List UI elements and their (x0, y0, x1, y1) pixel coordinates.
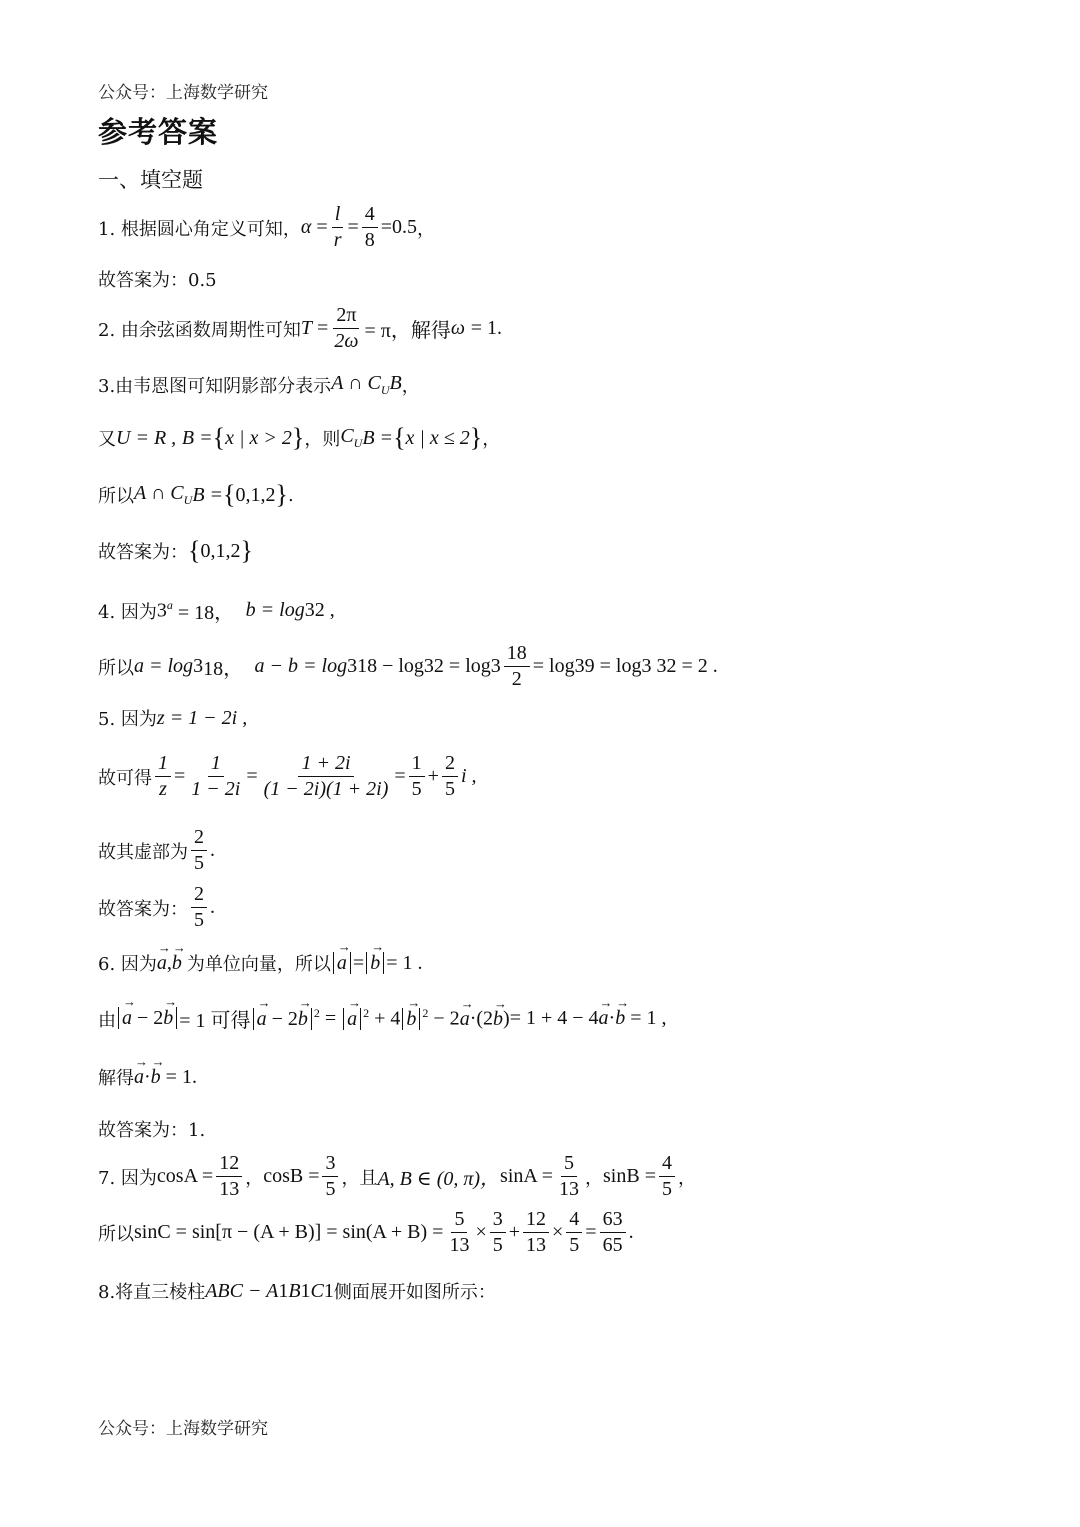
q6-line3: 解得 → a·→ b = 1. (98, 1064, 197, 1090)
q1-text: 1. 根据圆心角定义可知， (98, 218, 301, 240)
q7-line2: 所以 sinC = sin[π − (A + B)] = sin(A + B) = $\frac{5}{13}$ × $\frac{3}{5}$ + $\frac{12}{13}$ × $\frac{4}{5}$ = $\frac{63}{65}$ . (98, 1208, 634, 1256)
q5-line1: 5. 因为 z = 1 − 2i , (98, 706, 248, 730)
q3-line1: 3.由韦恩图可知阴影部分表示 A ∩ $C_UB$ ， (98, 372, 420, 397)
q1-value: 0.5 (392, 216, 418, 238)
q1-frac-lr: $\frac{l}{r}$ (333, 203, 342, 251)
q6-line1: 6. 因为 → a,→ b 为单位向量，所以 → a =→ b = 1 . (98, 950, 422, 976)
q4-line2: 所以 a = log 3 18， a − b = log 3 18 − log 3 2 = log 3 $\frac{18}{2}$ = log 3 9 = log 3 3 2 = 2 . (98, 642, 718, 690)
q1-frac-48: $\frac{4}{8}$ (362, 203, 378, 252)
q2-text: 2. 由余弦函数周期性可知 (98, 319, 301, 341)
q3-line3: 所以 A ∩ $C_U$ B = { 0,1,2 } . (98, 480, 294, 509)
q1-alpha: α (300, 216, 312, 238)
page-header: 公众号：上海数学研究 (98, 83, 268, 103)
q3-answer: 故答案为： { 0,1,2 } (98, 536, 253, 565)
section-heading: 一、填空题 (98, 168, 203, 192)
q4-frac: $\frac{18}{2}$ (504, 642, 530, 691)
q5-line2: 故可得 $\frac{1}{z}$ = $\frac{1}{1 - 2i}$ = $\frac{1 + 2i}{(1 - 2i)(1 + 2i)}$ = $\frac{1}{5}$ + $\frac{2}{5}$ i , (98, 752, 477, 800)
page-footer: 公众号：上海数学研究 (98, 1419, 268, 1439)
q3-line2: 又 U = R , B = { x | x > 2 } ，则 $C_U$ B = { x | x ≤ 2 } ， (98, 423, 501, 452)
q2-line: 2. 由余弦函数周期性可知 T = $\frac{2\pi}{2\omega}$ = π，解得 ω = 1. (98, 304, 502, 352)
q5-answer: 故答案为： $\frac{2}{5}$ . (98, 883, 215, 931)
q6-answer: 故答案为：1. (98, 1120, 206, 1141)
q1-line: 1. 根据圆心角定义可知， α = $\frac{l}{r}$ = $\frac{4}{8}$ = 0.5 ， (98, 203, 436, 251)
q2-frac: $\frac{2\pi}{2\omega}$ (334, 304, 359, 352)
q6-line2: 由 → a − 2→ b = 1 可得 → a − 2→ b $^2$ = → a $^2$ + 4→ b $^2$ − 2→ a·(2→ b) = 1 + 4 − 4 → a·→ b = 1 , (98, 1004, 666, 1033)
q8-line: 8.将直三棱柱 ABC − A 1 B 1 C 1 侧面展开如图所示： (98, 1279, 496, 1303)
q4-line1: 4. 因为 3$^a$ = 18， b = log 3 2 , (98, 598, 335, 624)
q7-line1: 7. 因为 cosA = $\frac{12}{13}$ ， cosB = $\frac{3}{5}$ ， 且 A, B ∈ (0, π)， sinA = $\frac{5}{13}$ ， sinB = $\frac{4}{5}$ ， (98, 1152, 696, 1200)
page-title: 参考答案 (98, 115, 219, 149)
q5-line3: 故其虚部为 $\frac{2}{5}$ . (98, 826, 215, 874)
q1-answer: 故答案为：0.5 (98, 270, 217, 291)
